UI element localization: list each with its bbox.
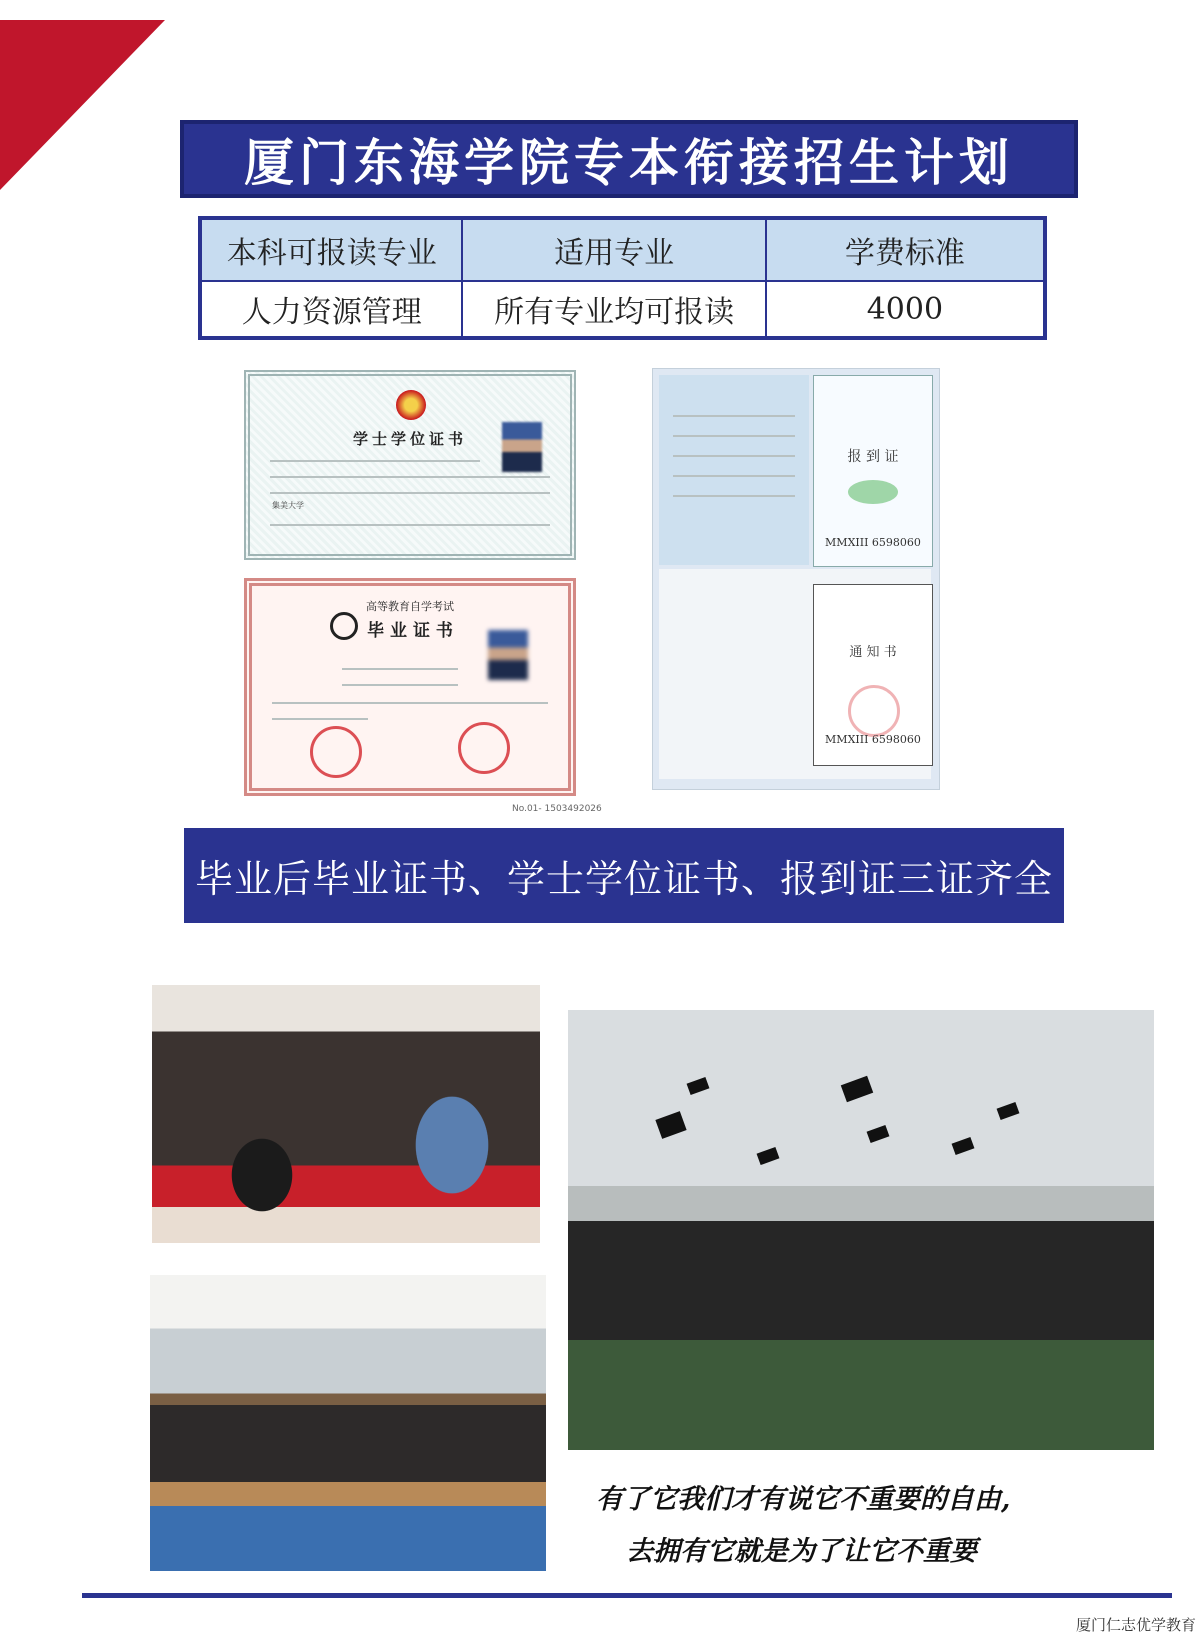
degree-school-name: 集美大学 <box>272 501 304 510</box>
graduation-cap-icon <box>952 1137 975 1155</box>
official-seal-icon <box>310 726 362 778</box>
text-line <box>270 524 550 526</box>
official-seal-icon <box>458 722 510 774</box>
security-pattern-icon <box>848 480 898 504</box>
text-line <box>342 668 458 670</box>
text-line <box>272 718 368 720</box>
graduation-cap-icon <box>841 1076 873 1102</box>
quote-line-2: 去拥有它就是为了让它不重要 <box>626 1536 977 1567</box>
cell-major: 人力资源管理 <box>200 281 462 338</box>
degree-certificate-image <box>244 370 576 560</box>
report-cover-page <box>813 375 933 567</box>
graduation-cap-icon <box>655 1111 686 1139</box>
text-line <box>272 702 548 704</box>
motto-quote <box>596 1474 1156 1578</box>
text-line <box>270 460 480 462</box>
graduation-cap-icon <box>687 1077 710 1095</box>
graduation-certificate-image <box>244 578 576 796</box>
corner-decoration <box>0 20 165 190</box>
table-row <box>200 281 1045 338</box>
three-certificates-banner <box>184 828 1064 923</box>
graduation-cap-icon <box>997 1102 1020 1120</box>
blurred-photo <box>502 422 542 472</box>
banner-text: 毕业后毕业证书、学士学位证书、报到证三证齐全 <box>194 857 1053 901</box>
title-banner <box>180 120 1078 198</box>
text-line <box>673 455 795 457</box>
text-line <box>270 476 550 478</box>
cell-tuition: 4000 <box>766 281 1045 338</box>
footer-brand: 厦门仁志优学教育 <box>1075 1616 1196 1634</box>
enrollment-plan-table <box>198 216 1047 340</box>
quote-line-1: 有了它我们才有说它不重要的自由, <box>596 1484 1011 1515</box>
report-serial: MMXIII 6598060 <box>825 536 921 549</box>
enrollment-fair-photo <box>152 985 540 1243</box>
column-header-tuition: 学费标准 <box>766 218 1045 281</box>
official-seal-icon <box>848 685 900 737</box>
national-emblem-icon <box>396 390 426 420</box>
report-title: 报 到 证 <box>847 449 899 465</box>
text-line <box>673 415 795 417</box>
table-header-row <box>200 218 1045 281</box>
notice-page <box>813 584 933 766</box>
graduation-photo <box>568 1010 1154 1450</box>
report-instructions-page <box>659 375 809 565</box>
exam-logo-icon <box>330 612 358 640</box>
text-line <box>342 684 458 686</box>
graduation-certificate-title: 毕 业 证 书 <box>367 621 453 641</box>
column-header-eligible: 适用专业 <box>462 218 765 281</box>
text-line <box>673 495 795 497</box>
text-line <box>673 435 795 437</box>
graduation-cap-icon <box>757 1147 780 1165</box>
graduation-cap-icon <box>867 1125 890 1143</box>
blurred-photo <box>488 630 528 680</box>
footer-divider <box>82 1593 1172 1598</box>
notice-serial: MMXIII 6598060 <box>825 733 921 746</box>
cell-eligible: 所有专业均可报读 <box>462 281 765 338</box>
certificate-number: No.01- 1503492026 <box>512 804 602 814</box>
page-title: 厦门东海学院专本衔接招生计划 <box>244 134 1014 192</box>
degree-certificate-title: 学士学位证书 <box>352 430 467 448</box>
notice-title: 通 知 书 <box>849 645 897 660</box>
report-certificate-image <box>652 368 940 790</box>
text-line <box>673 475 795 477</box>
self-study-exam-label: 高等教育自学考试 <box>366 600 454 613</box>
exam-room-photo <box>150 1275 546 1571</box>
text-line <box>270 492 550 494</box>
column-header-major: 本科可报读专业 <box>200 218 462 281</box>
